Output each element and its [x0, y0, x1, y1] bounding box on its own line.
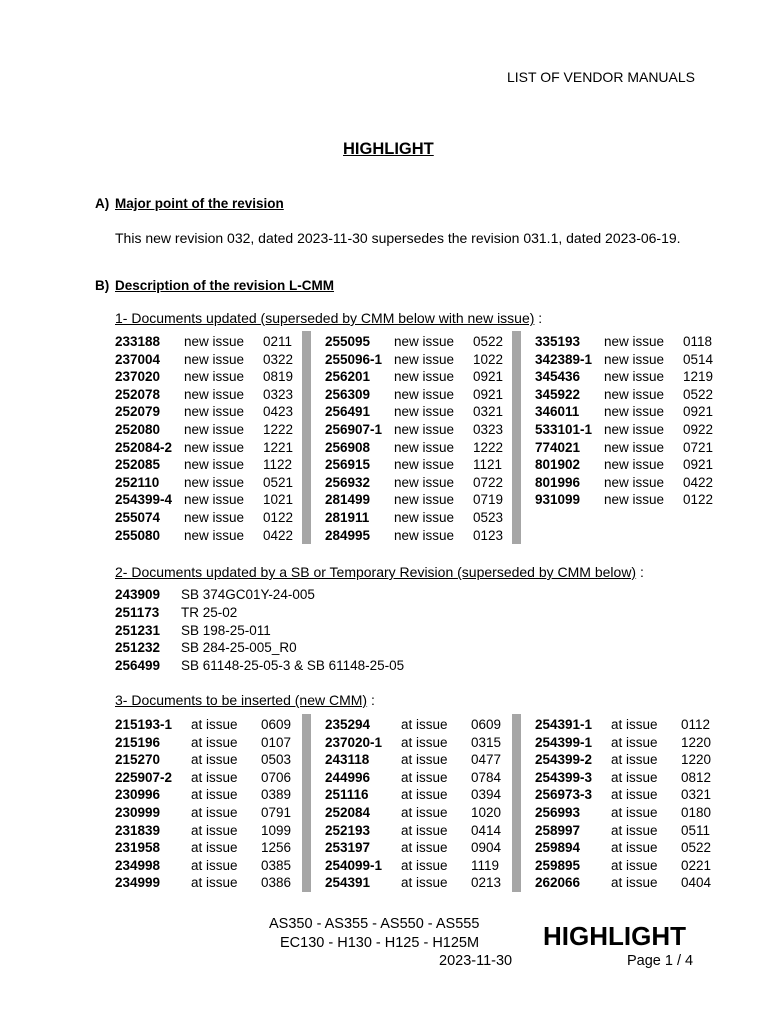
document-number: 345922 [535, 386, 581, 402]
issue-label: at issue [401, 840, 448, 856]
document-number: 284995 [325, 527, 371, 543]
column-separator [512, 714, 521, 892]
document-number: 230999 [115, 804, 161, 820]
issue-number: 0921 [473, 386, 504, 402]
issue-label: new issue [184, 334, 245, 349]
issue-number: 0422 [263, 527, 294, 543]
document-number: 251116 [325, 787, 369, 803]
issue-label: new issue [604, 492, 665, 508]
issue-label: new issue [394, 474, 455, 490]
document-number: 335193 [535, 334, 581, 349]
footer-page-number: Page 1 / 4 [627, 953, 694, 969]
issue-number: 0719 [473, 492, 504, 508]
document-number: 931099 [535, 492, 581, 508]
document-number: 281499 [325, 492, 371, 508]
document-number: 255095 [325, 334, 371, 349]
issue-number: 1222 [473, 439, 504, 455]
document-number: 254399-2 [535, 752, 593, 768]
issue-label: new issue [394, 492, 455, 508]
document-number: 254399-4 [115, 492, 173, 508]
document-number: 252193 [325, 822, 371, 838]
issue-number: 1021 [263, 492, 294, 508]
document-number: 252078 [115, 386, 161, 402]
section-b-title: Description of the revision L-CMM [115, 278, 335, 293]
document-number: 230996 [115, 787, 161, 803]
document-number: 237020-1 [325, 734, 383, 750]
issue-number: 0522 [681, 840, 712, 856]
issue-label: at issue [401, 717, 448, 732]
document-number: 254391-1 [535, 717, 593, 732]
issue-label: at issue [401, 822, 448, 838]
document-number: 255096-1 [325, 351, 383, 367]
issue-number: 0921 [683, 404, 714, 420]
part3-heading: 3- Documents to be inserted (new CMM) : [115, 692, 375, 708]
issue-label: new issue [394, 457, 455, 473]
section-a-text: This new revision 032, dated 2023-11-30 supersedes the revision 031.1, dated 2023-06-19. [115, 230, 681, 246]
issue-number: 0394 [471, 787, 502, 803]
issue-number: 0122 [263, 509, 294, 525]
page-title: HIGHLIGHT [343, 140, 434, 158]
document-number: 235294 [325, 717, 371, 732]
document-number: 256932 [325, 474, 371, 490]
document-number: 243118 [325, 752, 370, 768]
document-number: 233188 [115, 334, 161, 349]
issue-number: 1022 [473, 351, 504, 367]
issue-number: 0722 [473, 474, 504, 490]
issue-number: 0721 [683, 439, 714, 455]
issue-label: at issue [191, 734, 238, 750]
issue-number: 0503 [261, 752, 292, 768]
issue-number: 1220 [681, 734, 712, 750]
issue-number: 0522 [683, 386, 714, 402]
document-number: 252079 [115, 404, 161, 420]
issue-label: at issue [401, 857, 448, 873]
issue-label: new issue [604, 351, 665, 367]
issue-label: new issue [604, 474, 665, 490]
issue-number: 1222 [263, 421, 294, 437]
issue-number: 0213 [471, 875, 502, 891]
footer-date: 2023-11-30 [439, 953, 513, 969]
issue-label: new issue [604, 421, 665, 437]
issue-label: new issue [184, 509, 245, 525]
document-number: 801902 [535, 457, 581, 473]
issue-label: at issue [191, 857, 238, 873]
column-separator [512, 331, 521, 544]
issue-number: 0609 [261, 717, 292, 732]
issue-number: 0123 [473, 527, 504, 543]
document-number: 254399-3 [535, 769, 593, 785]
document-number: 254099-1 [325, 857, 383, 873]
document-number: 533101-1 [535, 421, 593, 437]
issue-number: 0321 [681, 787, 712, 803]
issue-number: 0112 [681, 717, 711, 732]
issue-label: new issue [184, 474, 245, 490]
issue-number: 1219 [683, 369, 714, 385]
issue-number: 0521 [263, 474, 294, 490]
issue-label: new issue [604, 369, 665, 385]
issue-number: 0523 [473, 509, 504, 525]
document-number: 231958 [115, 840, 161, 856]
document-number: 234999 [115, 875, 161, 891]
document-number: 252084-2 [115, 439, 173, 455]
issue-label: at issue [611, 717, 658, 732]
issue-label: new issue [604, 404, 665, 420]
issue-number: 0922 [683, 421, 714, 437]
section-a-title: Major point of the revision [115, 196, 284, 211]
issue-number: 0784 [471, 769, 502, 785]
issue-number: 1099 [261, 822, 292, 838]
document-number: 256907-1 [325, 421, 383, 437]
issue-number: 0221 [681, 857, 712, 873]
document-number: 252085 [115, 457, 161, 473]
document-number: 256993 [535, 804, 581, 820]
issue-number: 0609 [471, 717, 502, 732]
column-separator [302, 714, 311, 892]
bulletin-reference: SB 198-25-011 [181, 622, 271, 638]
issue-label: at issue [401, 804, 448, 820]
issue-label: new issue [184, 369, 245, 385]
issue-label: new issue [394, 421, 455, 437]
document-number: 237004 [115, 351, 161, 367]
issue-label: new issue [184, 439, 245, 455]
issue-label: new issue [394, 386, 455, 402]
issue-number: 0180 [681, 804, 712, 820]
part1-heading: 1- Documents updated (superseded by CMM below with new issue) : [115, 310, 543, 326]
issue-label: at issue [611, 840, 658, 856]
issue-label: new issue [394, 369, 455, 385]
document-number: 346011 [535, 404, 580, 420]
document-number: 252080 [115, 421, 161, 437]
document-number: 256491 [325, 404, 371, 420]
issue-label: at issue [401, 752, 448, 768]
document-number: 244996 [325, 769, 371, 785]
issue-label: at issue [191, 787, 238, 803]
issue-number: 0385 [261, 857, 292, 873]
section-b-letter: B) [95, 278, 110, 293]
issue-number: 0904 [471, 840, 502, 856]
issue-label: at issue [611, 822, 658, 838]
issue-number: 1256 [261, 840, 292, 856]
issue-label: new issue [394, 334, 455, 349]
issue-number: 1220 [681, 752, 712, 768]
issue-label: new issue [604, 386, 665, 402]
issue-number: 0323 [473, 421, 504, 437]
issue-number: 0118 [683, 334, 713, 349]
issue-number: 0706 [261, 769, 292, 785]
issue-label: new issue [394, 439, 455, 455]
issue-number: 0414 [471, 822, 502, 838]
document-number: 774021 [535, 439, 581, 455]
issue-number: 0423 [263, 404, 294, 420]
issue-label: at issue [191, 717, 238, 732]
issue-number: 0921 [473, 369, 504, 385]
issue-label: at issue [191, 804, 238, 820]
document-number: 251232 [115, 640, 161, 656]
issue-label: at issue [611, 875, 658, 891]
section-a-letter: A) [95, 196, 110, 211]
issue-label: new issue [394, 351, 455, 367]
issue-label: new issue [184, 457, 245, 473]
issue-number: 1122 [263, 457, 293, 473]
document-number: 215270 [115, 752, 161, 768]
issue-number: 0386 [261, 875, 292, 891]
part2-heading: 2- Documents updated by a SB or Temporary Revision (superseded by CMM below) : [115, 564, 644, 580]
document-number: 256499 [115, 658, 161, 674]
issue-number: 0812 [681, 769, 712, 785]
issue-label: at issue [611, 769, 658, 785]
issue-label: at issue [401, 787, 448, 803]
document-number: 231839 [115, 822, 161, 838]
issue-label: at issue [611, 857, 658, 873]
document-number: 254399-1 [535, 734, 593, 750]
document-number: 255080 [115, 527, 161, 543]
issue-label: new issue [184, 527, 245, 543]
issue-label: at issue [611, 734, 658, 750]
document-number: 256915 [325, 457, 371, 473]
document-number: 255074 [115, 509, 161, 525]
issue-label: at issue [191, 769, 238, 785]
issue-label: new issue [394, 509, 455, 525]
document-number: 215196 [115, 734, 161, 750]
document-number: 253197 [325, 840, 371, 856]
column-separator [302, 331, 311, 544]
issue-label: at issue [191, 752, 238, 768]
issue-label: at issue [191, 840, 238, 856]
document-number: 801996 [535, 474, 581, 490]
issue-label: at issue [401, 875, 448, 891]
issue-number: 0322 [263, 351, 294, 367]
bulletin-reference: SB 284-25-005_R0 [181, 640, 297, 656]
document-number: 256309 [325, 386, 371, 402]
document-number: 243909 [115, 587, 161, 602]
issue-number: 0522 [473, 334, 504, 349]
document-number: 345436 [535, 369, 581, 385]
document-number: 256908 [325, 439, 371, 455]
issue-number: 0404 [681, 875, 712, 891]
issue-label: at issue [191, 875, 238, 891]
document-number: 225907-2 [115, 769, 173, 785]
issue-number: 0211 [263, 334, 293, 349]
document-number: 234998 [115, 857, 161, 873]
document-number: 281911 [325, 509, 370, 525]
issue-label: new issue [184, 492, 245, 508]
issue-label: at issue [611, 787, 658, 803]
issue-number: 0107 [261, 734, 292, 750]
document-number: 254391 [325, 875, 371, 891]
issue-label: at issue [611, 804, 658, 820]
document-number: 252110 [115, 474, 160, 490]
document-number: 251231 [115, 622, 161, 638]
document-number: 259895 [535, 857, 581, 873]
issue-label: new issue [604, 439, 665, 455]
document-number: 342389-1 [535, 351, 593, 367]
issue-number: 0511 [681, 822, 711, 838]
issue-number: 1121 [473, 457, 503, 473]
issue-label: new issue [184, 351, 245, 367]
document-number: 252084 [325, 804, 371, 820]
issue-label: new issue [184, 404, 245, 420]
document-number: 258997 [535, 822, 581, 838]
issue-label: at issue [611, 752, 658, 768]
issue-label: new issue [604, 457, 665, 473]
document-header-title: LIST OF VENDOR MANUALS [507, 69, 696, 85]
document-number: 215193-1 [115, 717, 173, 732]
issue-number: 0323 [263, 386, 294, 402]
issue-number: 0514 [683, 351, 714, 367]
document-number: 259894 [535, 840, 581, 856]
issue-label: at issue [401, 734, 448, 750]
footer-models-line1: AS350 - AS355 - AS550 - AS555 [269, 916, 480, 932]
bulletin-reference: TR 25-02 [181, 604, 238, 620]
document-number: 251173 [115, 604, 160, 620]
issue-number: 0321 [473, 404, 504, 420]
issue-number: 0389 [261, 787, 292, 803]
footer-models-line2: EC130 - H130 - H125 - H125M [280, 935, 480, 951]
footer-title: HIGHLIGHT [543, 921, 686, 951]
issue-label: new issue [394, 404, 455, 420]
issue-number: 0819 [263, 369, 294, 385]
document-number: 237020 [115, 369, 161, 385]
issue-number: 1020 [471, 804, 502, 820]
issue-label: new issue [184, 421, 245, 437]
issue-number: 0791 [261, 804, 292, 820]
issue-number: 1221 [263, 439, 294, 455]
bulletin-reference: SB 374GC01Y-24-005 [181, 587, 315, 602]
issue-number: 0315 [471, 734, 502, 750]
issue-number: 0477 [471, 752, 502, 768]
issue-number: 0921 [683, 457, 714, 473]
issue-label: new issue [604, 334, 665, 349]
issue-label: new issue [394, 527, 455, 543]
document-number: 256973-3 [535, 787, 593, 803]
issue-number: 0122 [683, 492, 714, 508]
issue-label: new issue [184, 386, 245, 402]
bulletin-reference: SB 61148-25-05-3 & SB 61148-25-05 [181, 658, 405, 674]
document-number: 256201 [325, 369, 371, 385]
issue-number: 0422 [683, 474, 714, 490]
issue-label: at issue [191, 822, 238, 838]
issue-label: at issue [401, 769, 448, 785]
document-number: 262066 [535, 875, 581, 891]
issue-number: 1119 [471, 857, 500, 873]
